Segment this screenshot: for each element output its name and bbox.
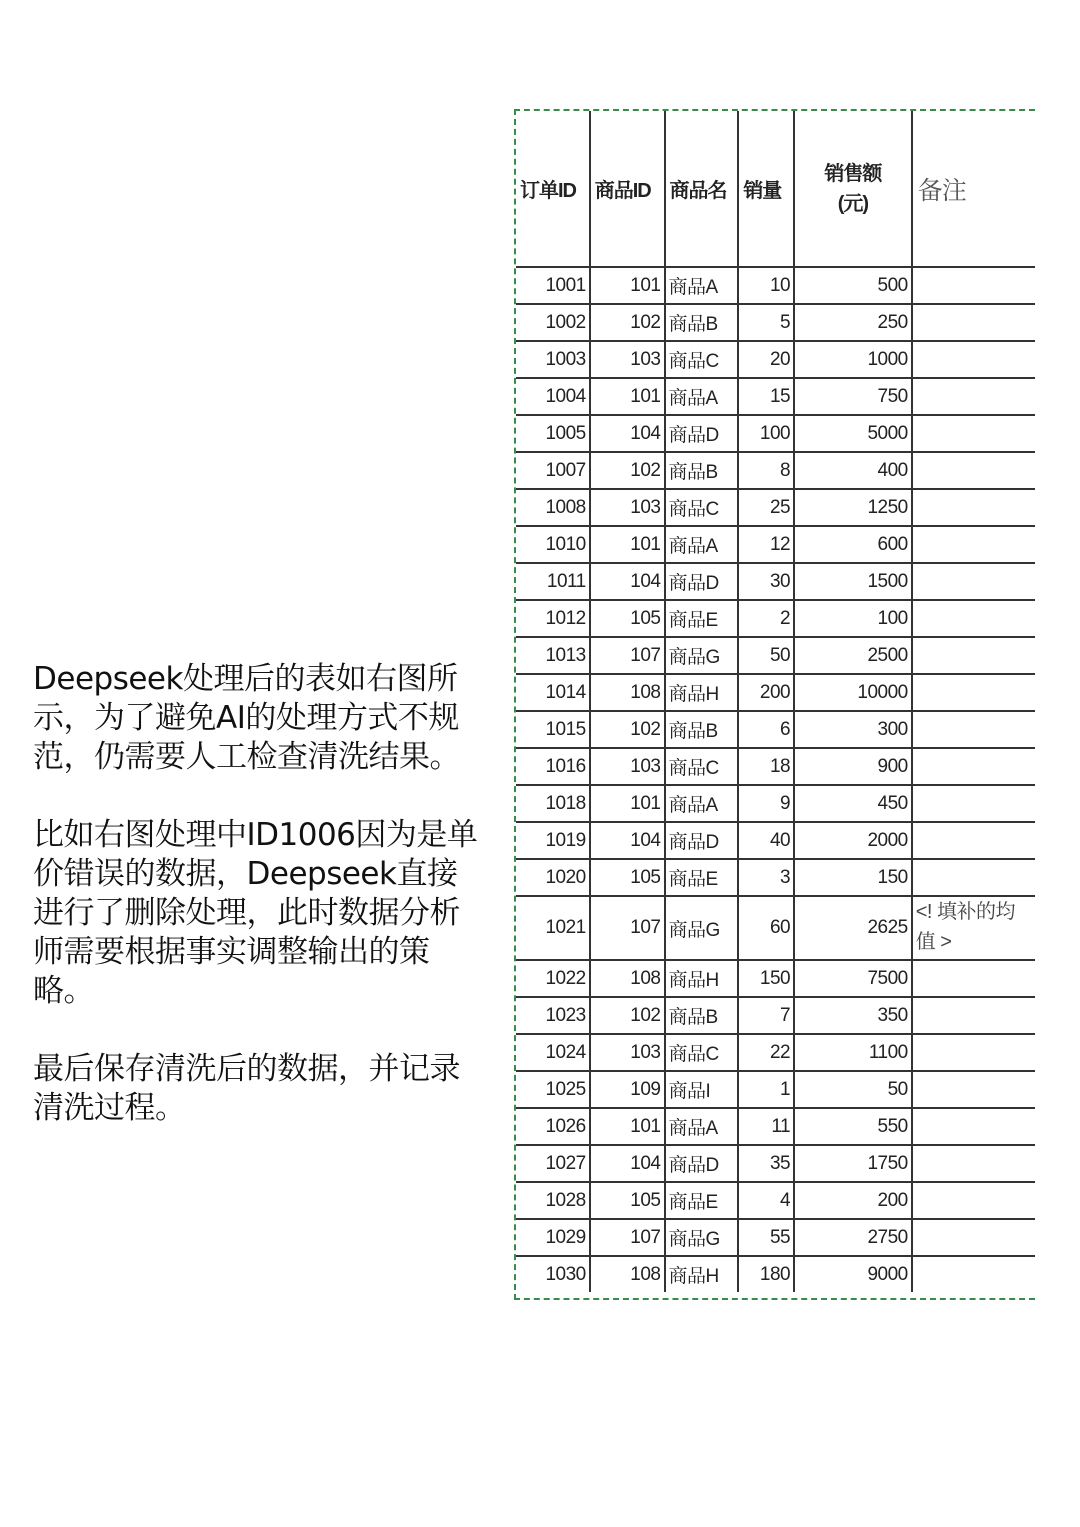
cell-order-id: 1001 (516, 267, 590, 304)
table-body (516, 267, 1035, 1292)
cell-order-id: 1010 (516, 526, 590, 563)
cell-amount: 550 (794, 1108, 912, 1145)
cell-product-id: 105 (590, 600, 665, 637)
cell-product-name: 商品G (665, 1219, 739, 1256)
table-row (516, 1108, 1035, 1145)
cell-product-id: 104 (590, 1145, 665, 1182)
cell-product-name: 商品H (665, 674, 739, 711)
cell-amount: 250 (794, 304, 912, 341)
cell-quantity: 40 (738, 822, 794, 859)
cell-order-id: 1003 (516, 341, 590, 378)
cell-remark (912, 822, 1035, 859)
cell-quantity: 100 (738, 415, 794, 452)
cell-product-id: 103 (590, 341, 665, 378)
cell-product-id: 107 (590, 1219, 665, 1256)
header-amount (794, 111, 912, 267)
cell-product-name: 商品B (665, 997, 739, 1034)
cell-remark (912, 859, 1035, 896)
cell-quantity: 2 (738, 600, 794, 637)
cell-remark (912, 748, 1035, 785)
cell-amount: 450 (794, 785, 912, 822)
table-header-row (516, 111, 1035, 267)
cell-amount: 350 (794, 997, 912, 1034)
cell-remark (912, 415, 1035, 452)
cell-product-id: 108 (590, 960, 665, 997)
cell-quantity: 20 (738, 341, 794, 378)
cell-remark (912, 960, 1035, 997)
cell-amount: 300 (794, 711, 912, 748)
cell-product-id: 101 (590, 267, 665, 304)
cell-product-id: 105 (590, 859, 665, 896)
cell-quantity: 50 (738, 637, 794, 674)
cell-amount: 2500 (794, 637, 912, 674)
header-amount-line1: 销售额 (824, 162, 882, 185)
cell-amount: 600 (794, 526, 912, 563)
table-row (516, 452, 1035, 489)
cell-remark (912, 637, 1035, 674)
cell-amount: 400 (794, 452, 912, 489)
cell-amount: 10000 (794, 674, 912, 711)
cell-product-name: 商品I (665, 1071, 739, 1108)
cell-quantity: 180 (738, 1256, 794, 1292)
cell-remark (912, 1145, 1035, 1182)
cell-order-id: 1015 (516, 711, 590, 748)
table-row (516, 1256, 1035, 1292)
cell-product-name: 商品D (665, 415, 739, 452)
cell-order-id: 1002 (516, 304, 590, 341)
cell-quantity: 1 (738, 1071, 794, 1108)
cell-order-id: 1026 (516, 1108, 590, 1145)
cell-product-name: 商品A (665, 267, 739, 304)
cell-order-id: 1012 (516, 600, 590, 637)
cell-product-name: 商品A (665, 785, 739, 822)
header-quantity: 销量 (738, 111, 794, 267)
table-row (516, 267, 1035, 304)
cell-quantity: 35 (738, 1145, 794, 1182)
cell-product-name: 商品D (665, 1145, 739, 1182)
cell-quantity: 4 (738, 1182, 794, 1219)
cell-product-name: 商品C (665, 1034, 739, 1071)
table-row (516, 674, 1035, 711)
cell-product-id: 105 (590, 1182, 665, 1219)
cell-product-id: 101 (590, 1108, 665, 1145)
table-row (516, 711, 1035, 748)
cell-order-id: 1013 (516, 637, 590, 674)
cell-product-id: 102 (590, 711, 665, 748)
cell-product-name: 商品B (665, 452, 739, 489)
cell-amount: 200 (794, 1182, 912, 1219)
description-paragraph: Deepseek处理后的表如右图所示，为了避免AI的处理方式不规范，仍需要人工检查清洗结果。 (33, 661, 460, 775)
cell-quantity: 11 (738, 1108, 794, 1145)
cell-amount: 2750 (794, 1219, 912, 1256)
cell-remark (912, 267, 1035, 304)
cell-order-id: 1029 (516, 1219, 590, 1256)
cell-order-id: 1011 (516, 563, 590, 600)
description-paragraph: 最后保存清洗后的数据，并记录清洗过程。 (33, 1051, 460, 1126)
header-remark: 备注 (912, 111, 1035, 267)
cell-product-id: 108 (590, 1256, 665, 1292)
cell-order-id: 1016 (516, 748, 590, 785)
header-product-name: 商品名 (665, 111, 739, 267)
table-row (516, 526, 1035, 563)
header-order-id: 订单ID (516, 111, 590, 267)
table-row (516, 563, 1035, 600)
description-paragraph: 比如右图处理中ID1006因为是单价错误的数据，Deepseek直接进行了删除处理，此时数据分析师需要根据事实调整输出的策略。 (33, 817, 478, 1009)
cell-product-id: 102 (590, 997, 665, 1034)
cell-quantity: 12 (738, 526, 794, 563)
cell-quantity: 7 (738, 997, 794, 1034)
cell-product-name: 商品A (665, 526, 739, 563)
cell-remark (912, 674, 1035, 711)
cell-remark (912, 711, 1035, 748)
cell-product-id: 107 (590, 896, 665, 960)
description-text (33, 660, 483, 1167)
cell-quantity: 8 (738, 452, 794, 489)
cell-amount: 100 (794, 600, 912, 637)
spreadsheet-screenshot (514, 109, 1035, 1300)
cell-product-name: 商品D (665, 822, 739, 859)
sales-table (516, 111, 1035, 1292)
cell-product-name: 商品H (665, 1256, 739, 1292)
cell-quantity: 55 (738, 1219, 794, 1256)
table-row (516, 1034, 1035, 1071)
table-row (516, 785, 1035, 822)
cell-order-id: 1014 (516, 674, 590, 711)
cell-product-id: 108 (590, 674, 665, 711)
cell-quantity: 150 (738, 960, 794, 997)
cell-quantity: 18 (738, 748, 794, 785)
cell-quantity: 15 (738, 378, 794, 415)
table-row (516, 304, 1035, 341)
cell-remark (912, 1108, 1035, 1145)
cell-quantity: 22 (738, 1034, 794, 1071)
cell-product-id: 104 (590, 563, 665, 600)
cell-remark (912, 1256, 1035, 1292)
table-row (516, 748, 1035, 785)
cell-amount: 1000 (794, 341, 912, 378)
header-product-id: 商品ID (590, 111, 665, 267)
cell-quantity: 60 (738, 896, 794, 960)
cell-remark (912, 526, 1035, 563)
cell-product-name: 商品B (665, 711, 739, 748)
table-row (516, 960, 1035, 997)
table-row (516, 600, 1035, 637)
cell-amount: 7500 (794, 960, 912, 997)
cell-order-id: 1020 (516, 859, 590, 896)
cell-order-id: 1021 (516, 896, 590, 960)
cell-quantity: 5 (738, 304, 794, 341)
cell-amount: 750 (794, 378, 912, 415)
cell-remark (912, 452, 1035, 489)
table-row (516, 415, 1035, 452)
cell-order-id: 1024 (516, 1034, 590, 1071)
cell-product-name: 商品C (665, 489, 739, 526)
cell-product-name: 商品G (665, 637, 739, 674)
cell-remark (912, 1071, 1035, 1108)
cell-product-name: 商品B (665, 304, 739, 341)
cell-quantity: 3 (738, 859, 794, 896)
table-row (516, 341, 1035, 378)
cell-remark (912, 304, 1035, 341)
cell-amount: 1500 (794, 563, 912, 600)
cell-remark (912, 785, 1035, 822)
table-row (516, 1182, 1035, 1219)
cell-remark (912, 563, 1035, 600)
cell-product-name: 商品D (665, 563, 739, 600)
cell-amount: 9000 (794, 1256, 912, 1292)
cell-amount: 2000 (794, 822, 912, 859)
cell-amount: 1750 (794, 1145, 912, 1182)
cell-quantity: 25 (738, 489, 794, 526)
cell-quantity: 6 (738, 711, 794, 748)
table-row (516, 896, 1035, 960)
cell-amount: 2625 (794, 896, 912, 960)
table-row (516, 1071, 1035, 1108)
cell-product-name: 商品A (665, 1108, 739, 1145)
cell-product-name: 商品C (665, 341, 739, 378)
cell-quantity: 30 (738, 563, 794, 600)
cell-product-id: 102 (590, 452, 665, 489)
cell-remark (912, 600, 1035, 637)
cell-quantity: 9 (738, 785, 794, 822)
cell-order-id: 1004 (516, 378, 590, 415)
table-row (516, 1219, 1035, 1256)
table-row (516, 637, 1035, 674)
cell-order-id: 1030 (516, 1256, 590, 1292)
table-row (516, 1145, 1035, 1182)
cell-product-name: 商品A (665, 378, 739, 415)
table-row (516, 489, 1035, 526)
cell-remark (912, 378, 1035, 415)
cell-order-id: 1025 (516, 1071, 590, 1108)
cell-amount: 150 (794, 859, 912, 896)
table-row (516, 822, 1035, 859)
cell-product-id: 103 (590, 1034, 665, 1071)
cell-order-id: 1018 (516, 785, 590, 822)
cell-product-id: 109 (590, 1071, 665, 1108)
cell-remark (912, 341, 1035, 378)
cell-remark (912, 1034, 1035, 1071)
cell-order-id: 1028 (516, 1182, 590, 1219)
cell-product-id: 102 (590, 304, 665, 341)
cell-remark: <! 填补的均值 > (912, 896, 1035, 960)
cell-order-id: 1019 (516, 822, 590, 859)
cell-quantity: 10 (738, 267, 794, 304)
cell-product-id: 101 (590, 526, 665, 563)
cell-remark (912, 997, 1035, 1034)
cell-product-name: 商品E (665, 859, 739, 896)
cell-amount: 1100 (794, 1034, 912, 1071)
cell-amount: 900 (794, 748, 912, 785)
cell-product-name: 商品E (665, 1182, 739, 1219)
cell-order-id: 1007 (516, 452, 590, 489)
cell-order-id: 1027 (516, 1145, 590, 1182)
cell-product-id: 101 (590, 785, 665, 822)
cell-product-id: 101 (590, 378, 665, 415)
cell-order-id: 1008 (516, 489, 590, 526)
cell-product-name: 商品H (665, 960, 739, 997)
cell-order-id: 1022 (516, 960, 590, 997)
cell-remark (912, 1182, 1035, 1219)
header-amount-line2: (元) (837, 192, 869, 215)
cell-product-name: 商品G (665, 896, 739, 960)
cell-product-id: 104 (590, 415, 665, 452)
cell-order-id: 1005 (516, 415, 590, 452)
cell-remark (912, 489, 1035, 526)
cell-product-id: 107 (590, 637, 665, 674)
cell-amount: 50 (794, 1071, 912, 1108)
cell-product-id: 103 (590, 748, 665, 785)
table-row (516, 859, 1035, 896)
cell-amount: 500 (794, 267, 912, 304)
cell-product-id: 103 (590, 489, 665, 526)
cell-amount: 1250 (794, 489, 912, 526)
cell-order-id: 1023 (516, 997, 590, 1034)
cell-product-name: 商品E (665, 600, 739, 637)
table-row (516, 378, 1035, 415)
cell-amount: 5000 (794, 415, 912, 452)
cell-remark (912, 1219, 1035, 1256)
table-row (516, 997, 1035, 1034)
cell-quantity: 200 (738, 674, 794, 711)
cell-product-name: 商品C (665, 748, 739, 785)
cell-product-id: 104 (590, 822, 665, 859)
